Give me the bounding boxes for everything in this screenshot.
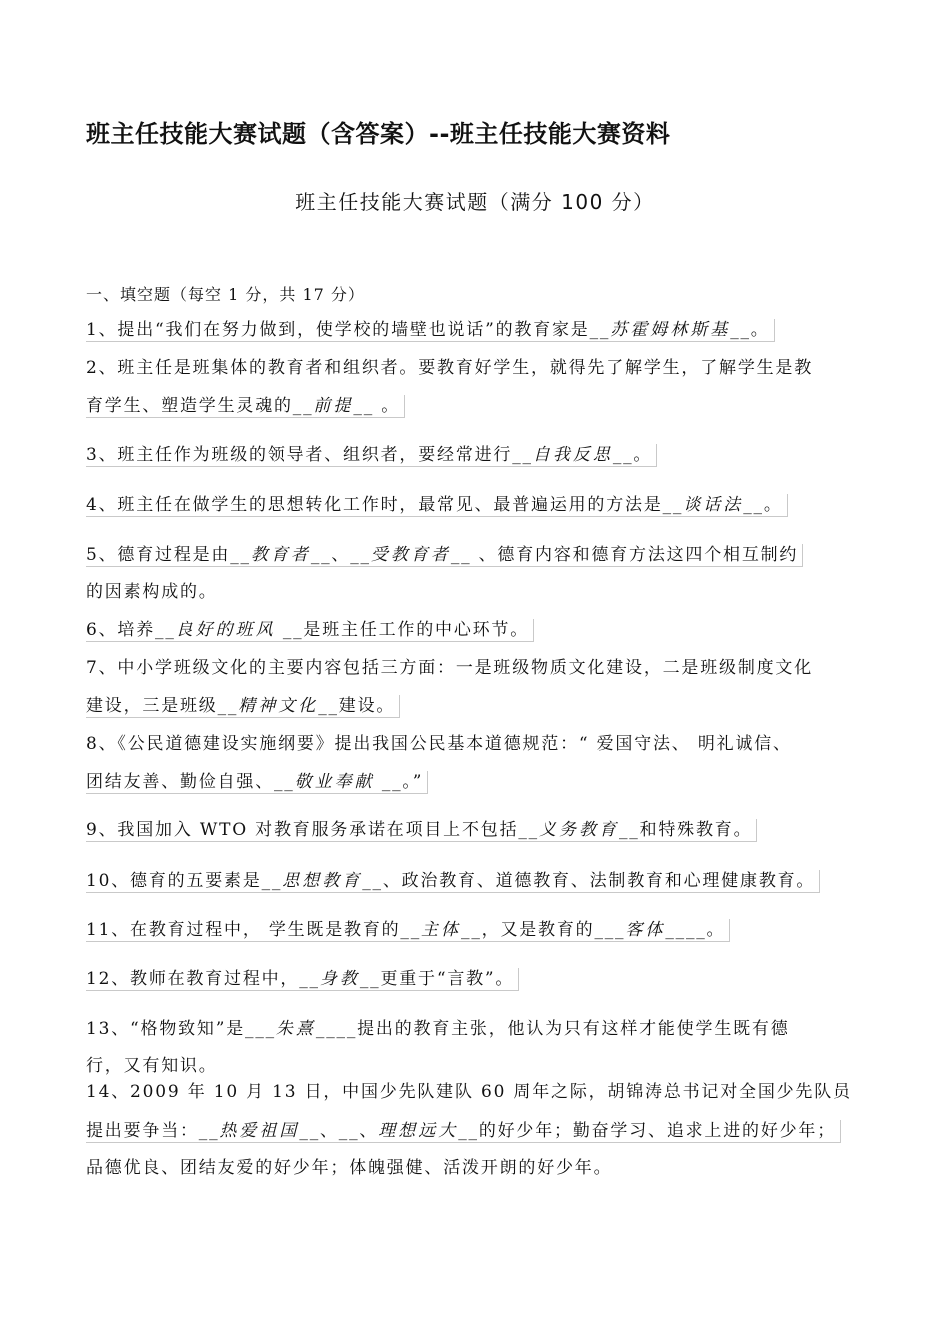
answer-blank: 身教	[319, 969, 360, 989]
answer-blank: 谈话法	[683, 495, 744, 515]
question-10-line-1: 10、德育的五要素是__思想教育__、政治教育、道德教育、法制教育和心理健康教育。	[86, 870, 820, 893]
question-6-line-1: 6、培养__良好的班风 __是班主任工作的中心环节。	[86, 619, 534, 642]
answer-blank: 理想远大	[378, 1121, 459, 1141]
answer-blank: 敬业奉献	[294, 772, 375, 792]
answer-blank: 良好的班风	[175, 620, 276, 640]
question-14-line-1: 14、2009 年 10 月 13 日，中国少先队建队 60 周年之际，胡锦涛总书记对全国少先队员	[86, 1082, 852, 1102]
question-14-line-2: 提出要争当：__热爱祖国__、__、理想远大__的好少年；勤奋学习、追求上进的好少年；	[86, 1120, 841, 1143]
question-1-line-1: 1、提出“我们在努力做到，使学校的墙壁也说话”的教育家是__苏霍姆林斯基__。	[86, 319, 775, 342]
question-14-line-3: 品德优良、团结友爱的好少年；体魄强健、活泼开朗的好少年。	[86, 1158, 613, 1178]
question-2-line-1: 2、班主任是班集体的教育者和组织者。要教育好学生，就得先了解学生，了解学生是教	[86, 358, 814, 378]
exam-title: 班主任技能大赛试题（满分 100 分）	[295, 190, 655, 214]
answer-blank: 思想教育	[282, 871, 363, 891]
question-5-line-1: 5、德育过程是由__教育者__、__受教育者__ 、德育内容和德育方法这四个相互制约	[86, 544, 803, 567]
question-12-line-1: 12、教师在教育过程中，__身教__更重于“言教”。	[86, 968, 519, 991]
answer-blank: 义务教育	[538, 820, 619, 840]
question-13-line-1: 13、“格物致知”是___朱熹____提出的教育主张，他认为只有这样才能使学生既有德	[86, 1019, 790, 1039]
question-7-line-2: 建设，三是班级__精神文化__建设。	[86, 695, 400, 718]
question-8-line-1: 8、《公民道德建设实施纲要》提出我国公民基本道德规范：“ 爱国守法、 明礼诚信、	[86, 734, 792, 754]
question-13-line-2: 行，又有知识。	[86, 1056, 218, 1076]
answer-blank: 朱熹	[275, 1019, 316, 1039]
answer-blank: 教育者	[250, 545, 311, 565]
section-heading: 一、填空题（每空 1 分，共 17 分）	[86, 285, 365, 304]
answer-blank: 主体	[421, 920, 462, 940]
question-7-line-1: 7、中小学班级文化的主要内容包括三方面：一是班级物质文化建设，二是班级制度文化	[86, 658, 814, 678]
answer-blank: 苏霍姆林斯基	[610, 320, 731, 340]
answer-blank: 自我反思	[532, 445, 613, 465]
document-title: 班主任技能大赛试题（含答案）--班主任技能大赛资料	[86, 120, 671, 148]
answer-blank: 受教育者	[370, 545, 451, 565]
question-2-line-2: 育学生、塑造学生灵魂的__前提__ 。	[86, 395, 405, 418]
question-5-line-2: 的因素构成的。	[86, 582, 218, 602]
question-11-line-1: 11、在教育过程中， 学生既是教育的__主体__，又是教育的___客体____。	[86, 919, 730, 942]
question-9-line-1: 9、我国加入 WTO 对教育服务承诺在项目上不包括__义务教育__和特殊教育。	[86, 819, 757, 842]
answer-blank: 前提	[313, 396, 354, 416]
question-4-line-1: 4、班主任在做学生的思想转化工作时，最常见、最普遍运用的方法是__谈话法__。	[86, 494, 788, 517]
question-8-line-2: 团结友善、勤俭自强、__敬业奉献 __。”	[86, 771, 428, 794]
question-3-line-1: 3、班主任作为班级的领导者、组织者，要经常进行__自我反思__。	[86, 444, 657, 467]
answer-blank: 热爱祖国	[219, 1121, 300, 1141]
answer-blank: 精神文化	[238, 696, 319, 716]
answer-blank: 客体	[625, 920, 666, 940]
